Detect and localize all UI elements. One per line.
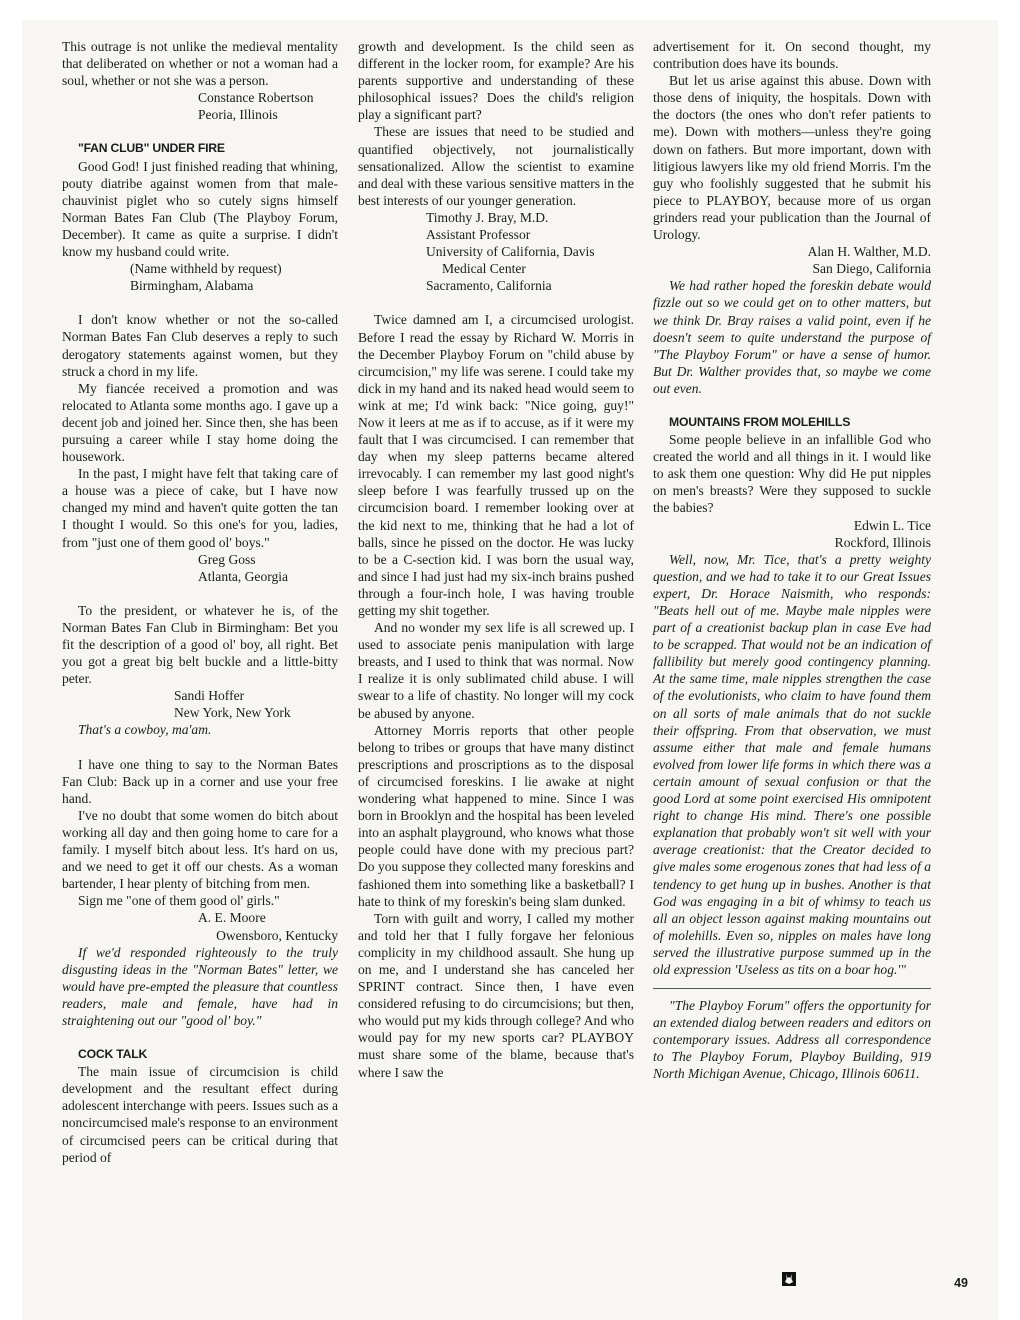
rabbit-logo-icon [782, 1272, 796, 1286]
signature-name: Alan H. Walther, M.D. [807, 244, 931, 260]
signature-place: New York, New York [174, 705, 291, 721]
signature-name: Timothy J. Bray, M.D. [426, 209, 549, 225]
letter-paragraph: To the president, or whatever he is, of the Norman Bates Fan Club in Birmingham: Bet you fit the description of a good ol' boy, all right. Bet you got a great big belt buckle and a little-bitty peter. [62, 602, 338, 687]
editor-reply: We had rather hoped the foreskin debate would fizzle out so we could get on to other matters, but we think Dr. Bray raises a valid point, even if he doesn't seem to quite understand the purpose of "The Playboy Forum" or have a sense of humor. But Dr. Walther provides that, so maybe we come out even. [653, 278, 931, 396]
section-heading: "FAN CLUB" UNDER FIRE [78, 141, 225, 156]
letter-paragraph: growth and development. Is the child seen as different in the locker room, for example? Are his parents supportive and understanding of these philosophical issues? Does the child's religion play a significant part? [358, 39, 634, 123]
editor-reply: Well, now, Mr. Tice, that's a pretty weighty question, and we had to take it to our Great Issues expert, Dr. Horace Naismith, who responds: "Beats hell out of me. Maybe male nipples were part of a creationist backup plan in case Eve had to be scrapped. That would not be an indication of fallibility but merely good contingency planning. At the same time, male nipples strengthen the case of the evolutionists, who claim to have found them on all sorts of male animals that do not suckle their offspring. From that observation, we must assume either that male and female humans evolved from lower life forms in which there was a certain amount of sexual confusion or that the good Lord at some point exercised His omnipotent right to change His mind. There's one possible explanation that probably won't sit well with your average creationist: that the Creator decided to give males some erogenous zones that had less of a tendency to get hung up in bushes. Another is that God was engaging in a bit of whimsy to teach us all an object lesson against making mountains out of molehills. Even so, nipples on males have long served the illustrative purpose summed up in the old expression 'Useless as tits on a boar hog.'" [653, 551, 931, 977]
signature-place: Sacramento, California [426, 278, 552, 294]
signature-place: Birmingham, Alabama [130, 278, 254, 294]
signature-place: Peoria, Illinois [198, 107, 278, 123]
signature-name: Sandi Hoffer [174, 688, 245, 704]
signature-name: Greg Goss [198, 551, 256, 567]
signature-name: Constance Robertson [198, 90, 314, 106]
signature-name: (Name withheld by request) [130, 261, 282, 277]
divider-rule [653, 988, 931, 989]
signature-place: San Diego, California [812, 261, 931, 277]
letter-paragraph: advertisement for it. On second thought, my contribution does have its bounds. [653, 39, 931, 72]
column-2 [358, 38, 634, 1081]
signature-name: Edwin L. Tice [853, 517, 931, 533]
letter-paragraph: Sign me "one of them good ol' girls." [78, 893, 280, 909]
letter-paragraph: Attorney Morris reports that other people belong to tribes or groups that have many distinct prescriptions and proscriptions as to the disposal of circumcised foreskins. I lie awake at night wondering what happened to mine. Since I was born in Brooklyn and the hospital has been leveled into an asphalt playground, who knows what those people could have done with my precious part? Do you suppose they collected many foreskins and fashioned them into something like a basketball? I hate to think of my foreskin's being slam dunked. [358, 722, 634, 909]
letter-paragraph: Good God! I just finished reading that whining, pouty diatribe against women from that male-chauvinist piglet who so cutely signs himself Norman Bates Fan Club (The Playboy Forum, December). It came as quite a surprise. I didn't know my husband could write. [62, 158, 338, 260]
signature-title: Assistant Professor [426, 227, 531, 243]
editor-reply: That's a cowboy, ma'am. [78, 722, 212, 738]
letter-paragraph: But let us arise against this abuse. Down with those dens of iniquity, the hospitals. Down with the doctors (the ones who don't refer patients to me). Down with mothers—unless they're going down on fathers. But more important, down with litigious lawyers like my old friend Morris. I'm the guy who foolishly suggested that he submit his piece to PLAYBOY, because more of us organ grinders read your publication than the Journal of Urology. [653, 73, 931, 243]
column-1 [62, 38, 338, 1166]
letter-paragraph: Some people believe in an infallible God who created the world and all things in it. I would like to ask them one question: Why did He put nipples on men's breasts? Were they supposed to suckle the babies? [653, 432, 931, 516]
signature-name: A. E. Moore [198, 910, 266, 926]
letter-paragraph: Torn with guilt and worry, I called my mother and told her that I fully forgave her felonious complicity in my childhood assault. She hung up on me, and I understand she has canceled her SPRINT contract. Since then, I have even considered refusing to do circumcisions; but then, who would put my kids through college? And who would pay for my new sports car? PLAYBOY must share some of the blame, because that's where I saw the [358, 910, 634, 1080]
letter-paragraph: In the past, I might have felt that taking care of a house was a piece of cake, but I have now changed my mind and haven't quite gotten the tan I thought I would. So this one's for you, ladies, from "just one of them good ol' boys." [62, 466, 338, 550]
section-heading: MOUNTAINS FROM MOLEHILLS [669, 414, 851, 429]
section-heading: COCK TALK [78, 1047, 148, 1062]
letter-paragraph: This outrage is not unlike the medieval mentality that deliberated on whether or not a woman had a soul, whether or not she was a person. [62, 39, 338, 89]
letter-paragraph: Twice damned am I, a circumcised urologist. Before I read the essay by Richard W. Morris in the December Playboy Forum on "child abuse by circumcision," my life was serene. I could take my dick in my hand and its naked head would seem to wink at me; I'd wink back: "Nice going, guy!" Now it leers at me as if to accuse, as if it were my fault that I was circumcised. I can remember that day when my sleep patterns became altered irrevocably. I can remember my last good night's sleep before I was fearfully trussed up on the circumcision board. I remember looking over at the kid next to me, thinking that he had a lot of balls, since he pissed on the doctor. He was lucky to be a C-section kid. I was born the usual way, and since I had just had my six-inch brains pushed through a four-inch hole, I was having trouble getting my shit together. [358, 312, 634, 618]
signature-place: Owensboro, Kentucky [216, 927, 338, 943]
letter-paragraph: These are issues that need to be studied and quantified objectively, not journalistically sensationalized. Allow the scientist to examine and deal with these various sensitive matters in the best interests of our younger generation. [358, 124, 634, 208]
page-number: 49 [954, 1276, 968, 1290]
signature-place: Rockford, Illinois [834, 534, 931, 550]
letter-paragraph: I have one thing to say to the Norman Bates Fan Club: Back up in a corner and use your free hand. [62, 756, 338, 806]
letter-paragraph: And no wonder my sex life is all screwed up. I used to associate penis manipulation with large breasts, and I used to think that was normal. Now I realize it is only sublimated child abuse. I will swear to a life of chastity. No longer will my cock be abused by anyone. [358, 620, 634, 721]
letter-paragraph: My fiancée received a promotion and was relocated to Atlanta some months ago. I gave up a decent job and joined her. Since then, she has been pursuing a career while I stay home doing the housework. [62, 380, 338, 465]
column-3 [653, 38, 931, 1083]
forum-footer-note: "The Playboy Forum" offers the opportunity for an extended dialog between readers and editors on contemporary issues. Address all correspondence to The Playboy Forum, Playboy Building, 919 North Michigan Avenue, Chicago, Illinois 60611. [653, 998, 931, 1082]
letter-paragraph: I've no doubt that some women do bitch about working all day and then going home to care for a family. I myself bitch about less. It's hard on us, and we need to get it off our chests. As a woman bartender, I hear plenty of bitching from men. [62, 807, 338, 892]
letter-paragraph: I don't know whether or not the so-called Norman Bates Fan Club deserves a reply to such derogatory statements against women, but they struck a chord in my life. [62, 312, 338, 379]
signature-place: Atlanta, Georgia [198, 568, 289, 584]
magazine-page [22, 20, 998, 1320]
signature-affiliation: Medical Center [442, 261, 526, 277]
letter-paragraph: The main issue of circumcision is child development and the resultant effect during adolescent interchange with peers. Issues such as a noncircumcised male's response to an environment of circumcised peers can be critical during that period of [62, 1064, 338, 1165]
editor-reply: If we'd responded righteously to the truly disgusting ideas in the "Norman Bates" letter, we would have pre-empted the pleasure that countless readers, male and female, have had in straightening out our "good ol' boy." [62, 944, 338, 1028]
signature-affiliation: University of California, Davis [426, 244, 595, 260]
